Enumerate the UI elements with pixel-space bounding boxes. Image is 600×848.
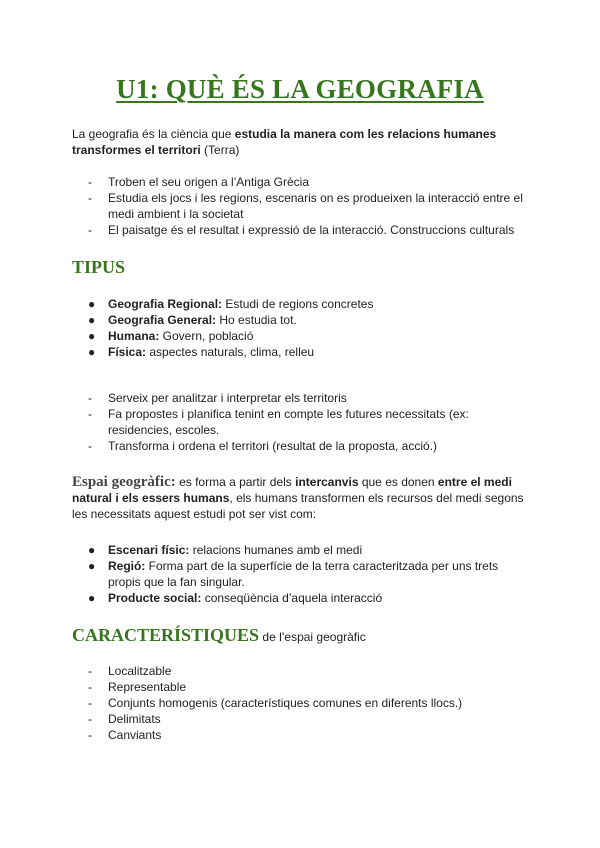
tipus-list (88, 296, 528, 360)
list-item (88, 390, 528, 406)
espai-text: es forma a partir dels (175, 475, 296, 489)
description: Govern, població (159, 329, 254, 343)
dash-marker: - (88, 407, 92, 421)
term: Escenari físic: (108, 543, 190, 557)
term: Regió: (108, 559, 146, 573)
list-item (88, 679, 528, 695)
dash-marker: - (88, 728, 92, 742)
term: Geografia General: (108, 313, 217, 327)
bullet-marker: ● (88, 297, 96, 311)
dash-marker: - (88, 191, 92, 205)
dash-marker: - (88, 680, 92, 694)
list-item-text: Serveix per analitzar i interpretar els territoris (108, 391, 347, 405)
list-item-text: Conjunts homogenis (característiques comunes en diferents llocs.) (108, 696, 463, 710)
list-item (88, 344, 528, 360)
description: conseqüència d’aquela interacció (201, 591, 383, 605)
list-item (88, 174, 528, 190)
intro-text: La geografia és la ciència que (72, 127, 235, 141)
description: Forma part de la superfície de la terra caracteritzada per uns trets propis que la fan singular. (108, 559, 499, 589)
bullet-marker: ● (88, 559, 96, 573)
caracteristiques-list (88, 663, 528, 743)
dash-marker: - (88, 664, 92, 678)
intro-emphasis: estudia la manera com les relacions humanes transformes el territori (72, 127, 497, 157)
origin-list (88, 174, 528, 238)
espai-label: Espai geogràfic: (72, 474, 176, 490)
list-item (88, 542, 528, 558)
page-title: U1: QUÈ ÉS LA GEOGRAFIA (116, 74, 484, 104)
intro-paragraph (72, 126, 532, 158)
list-item (88, 312, 528, 328)
description: aspectes naturals, clima, relleu (146, 345, 315, 359)
list-item-text: Localitzable (108, 664, 172, 678)
list-item-text: Estudia els jocs i les regions, escenaris on es produeixen la interacció entre el medi ambient i la societat (108, 191, 523, 221)
espai-text: , els humans transformen els recursos del medi segons les necessitats aquest estudi pot ser vist com: (72, 491, 524, 521)
espai-emphasis: entre el medi natural i els essers humans (72, 475, 512, 505)
term: Geografia Regional: (108, 297, 223, 311)
dash-marker: - (88, 696, 92, 710)
espai-emphasis: intercanvis (295, 475, 359, 489)
uses-list (88, 390, 528, 454)
list-item (88, 558, 528, 590)
caracteristiques-heading-line (72, 625, 532, 647)
dash-marker: - (88, 223, 92, 237)
list-item (88, 222, 528, 238)
list-item (88, 296, 528, 312)
list-item (88, 711, 528, 727)
dash-marker: - (88, 175, 92, 189)
list-item (88, 438, 528, 454)
list-item (88, 727, 528, 743)
dash-marker: - (88, 439, 92, 453)
list-item (88, 663, 528, 679)
list-item-text: Representable (108, 680, 187, 694)
list-item (88, 590, 528, 606)
bullet-marker: ● (88, 591, 96, 605)
caracteristiques-suffix: de l’espai geogràfic (259, 630, 366, 644)
list-item-text: Canviants (108, 728, 162, 742)
list-item-text: Transforma i ordena el territori (resultat de la proposta, acció.) (108, 439, 438, 453)
list-item-text: Fa propostes i planifica tenint en compte les futures necessitats (ex: residencies, escoles. (108, 407, 469, 437)
term: Producte social: (108, 591, 202, 605)
intro-suffix: (Terra) (200, 143, 240, 157)
list-item (88, 328, 528, 344)
espai-text: que es donen (358, 475, 438, 489)
list-item (88, 406, 528, 438)
dash-marker: - (88, 712, 92, 726)
bullet-marker: ● (88, 313, 96, 327)
term: Humana: (108, 329, 160, 343)
tipus-heading: TIPUS (72, 257, 126, 277)
term: Física: (108, 345, 147, 359)
list-item-text: Delimitats (108, 712, 161, 726)
description: Ho estudia tot. (216, 313, 297, 327)
bullet-marker: ● (88, 329, 96, 343)
caracteristiques-heading: CARACTERÍSTIQUES (72, 625, 260, 645)
espai-paragraph (72, 474, 532, 522)
list-item (88, 190, 528, 222)
description: relacions humanes amb el medi (189, 543, 363, 557)
description: Estudi de regions concretes (222, 297, 374, 311)
espai-list (88, 542, 528, 606)
list-item (88, 695, 528, 711)
list-item-text: Troben el seu origen a l’Antiga Grècia (108, 175, 309, 189)
dash-marker: - (88, 391, 92, 405)
bullet-marker: ● (88, 543, 96, 557)
bullet-marker: ● (88, 345, 96, 359)
list-item-text: El paisatge és el resultat i expressió de la interacció. Construccions culturals (108, 223, 515, 237)
